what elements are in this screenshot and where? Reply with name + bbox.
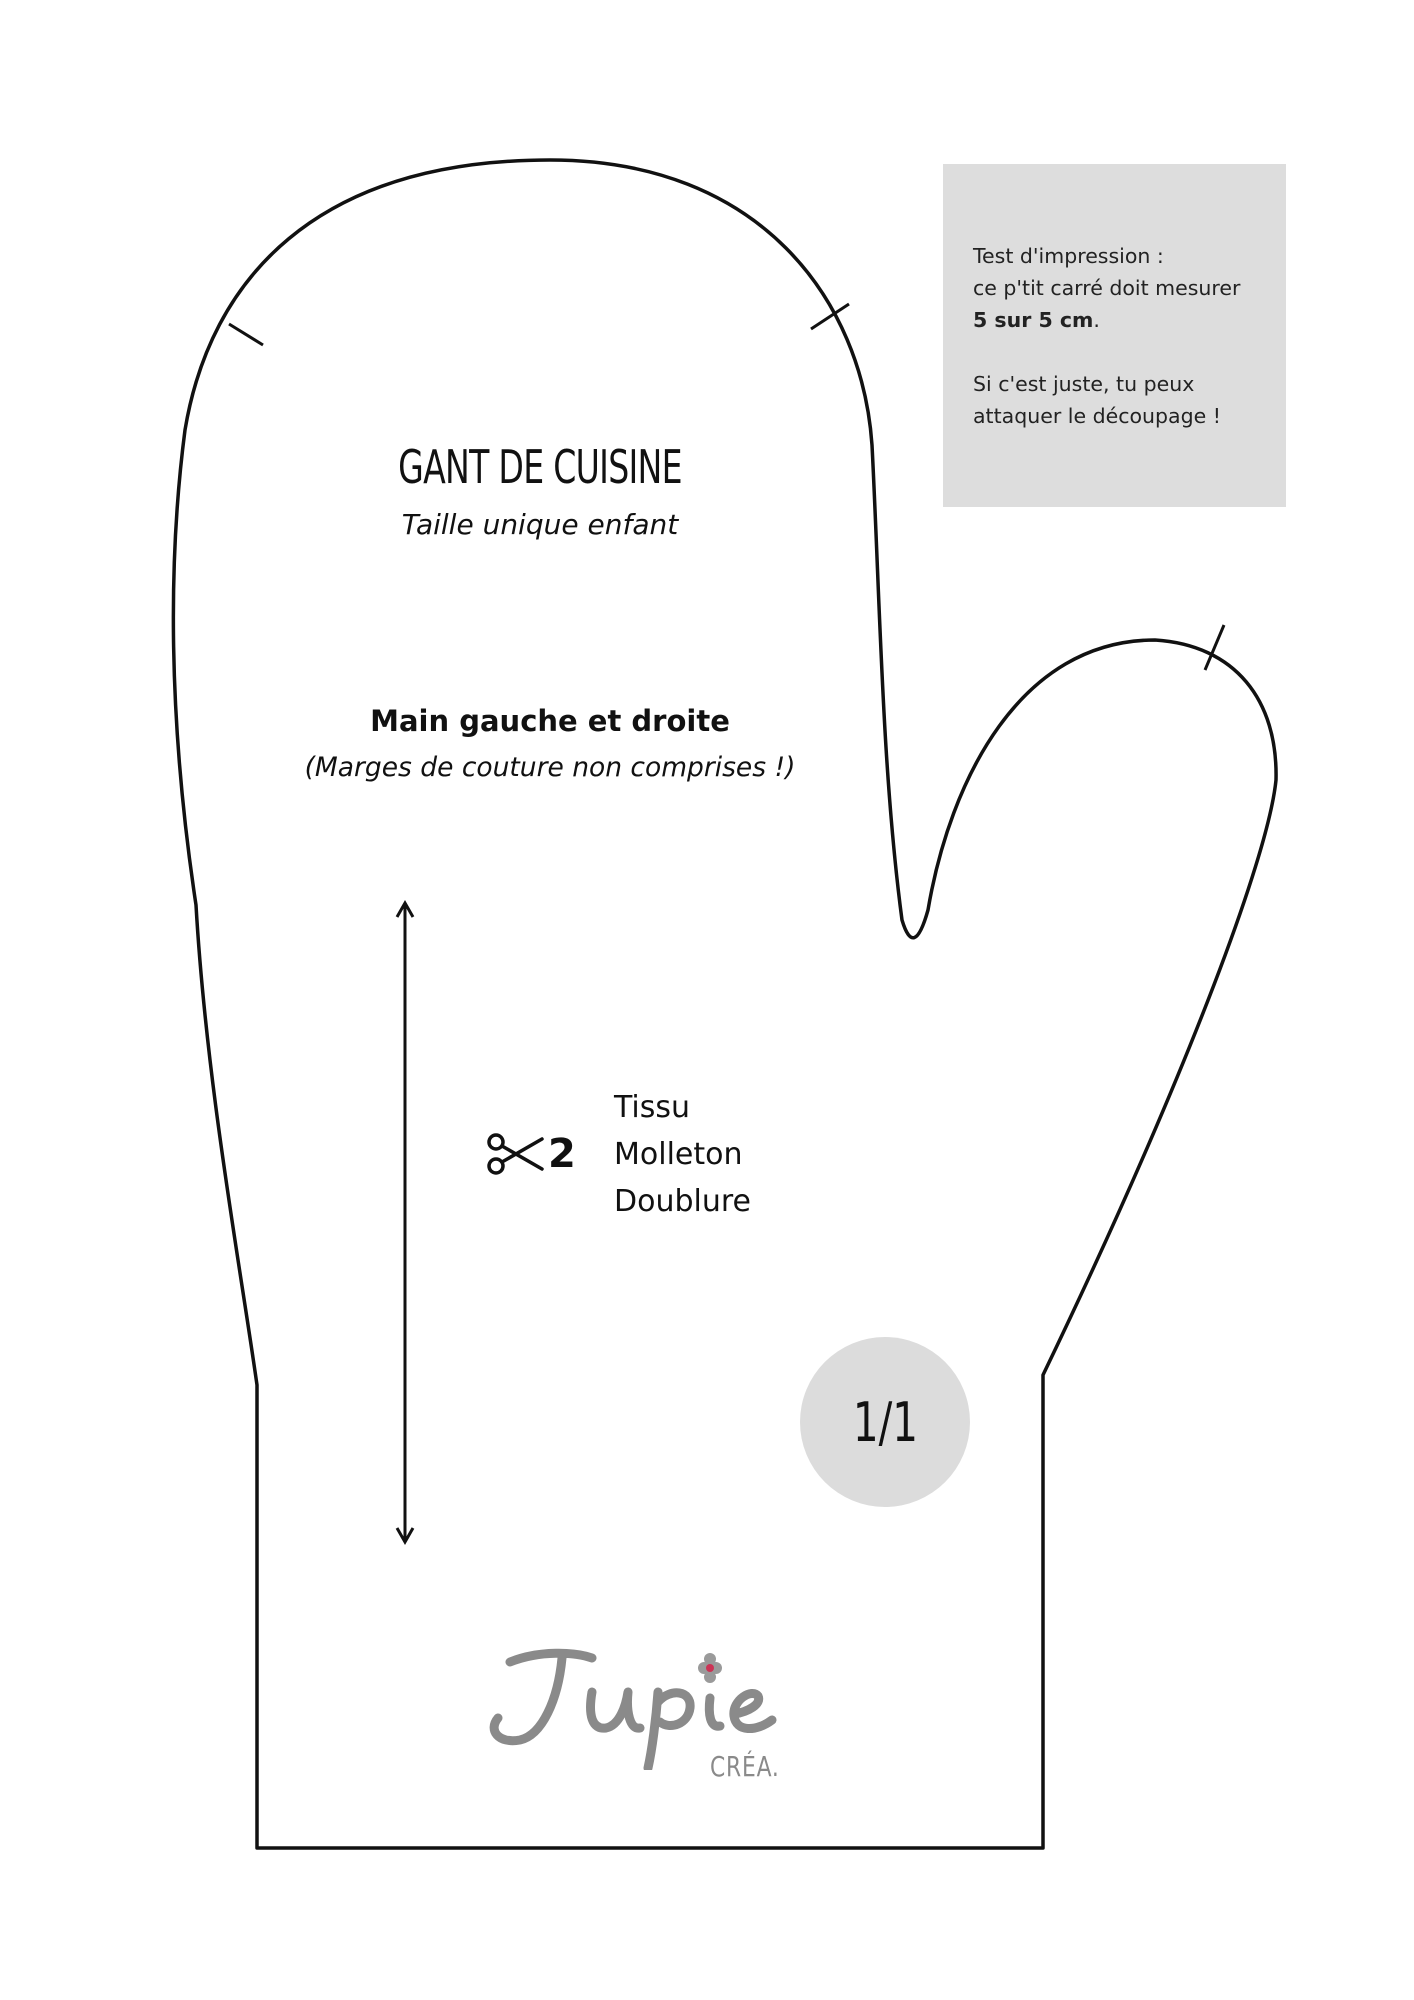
page-number-badge bbox=[800, 1337, 970, 1507]
print-test-square bbox=[943, 164, 1286, 507]
cut-count-number: 2 bbox=[548, 1131, 576, 1177]
pattern-subtitle: Taille unique enfant bbox=[401, 508, 679, 541]
flower-icon bbox=[698, 1653, 722, 1683]
print-test-line-2: ce p'tit carré doit mesurer bbox=[973, 276, 1241, 300]
grain-line-arrow bbox=[397, 903, 413, 1542]
hands-label: Main gauche et droite bbox=[370, 704, 730, 738]
pattern-title: GANT DE CUISINE bbox=[398, 440, 682, 494]
page-number: 1/1 bbox=[852, 1390, 918, 1454]
material-item: Tissu bbox=[614, 1090, 691, 1125]
jupie-crea-logo bbox=[480, 1640, 810, 1790]
material-item: Doublure bbox=[614, 1184, 751, 1219]
materials-list bbox=[614, 1084, 751, 1225]
notch-thumb bbox=[1205, 625, 1224, 670]
seam-allowance-note: (Marges de couture non comprises !) bbox=[304, 752, 796, 783]
scissors-icon bbox=[486, 1131, 544, 1177]
cut-count bbox=[486, 1124, 576, 1184]
print-test-line-1: Test d'impression : bbox=[973, 244, 1164, 268]
logo-crea-text: CRÉA. bbox=[710, 1750, 780, 1783]
notch-left bbox=[229, 324, 263, 345]
print-test-line-3: 5 sur 5 cm. bbox=[973, 308, 1100, 332]
print-test-line-5: attaquer le découpage ! bbox=[973, 404, 1221, 428]
material-item: Molleton bbox=[614, 1137, 743, 1172]
print-test-line-4: Si c'est juste, tu peux bbox=[973, 372, 1195, 396]
